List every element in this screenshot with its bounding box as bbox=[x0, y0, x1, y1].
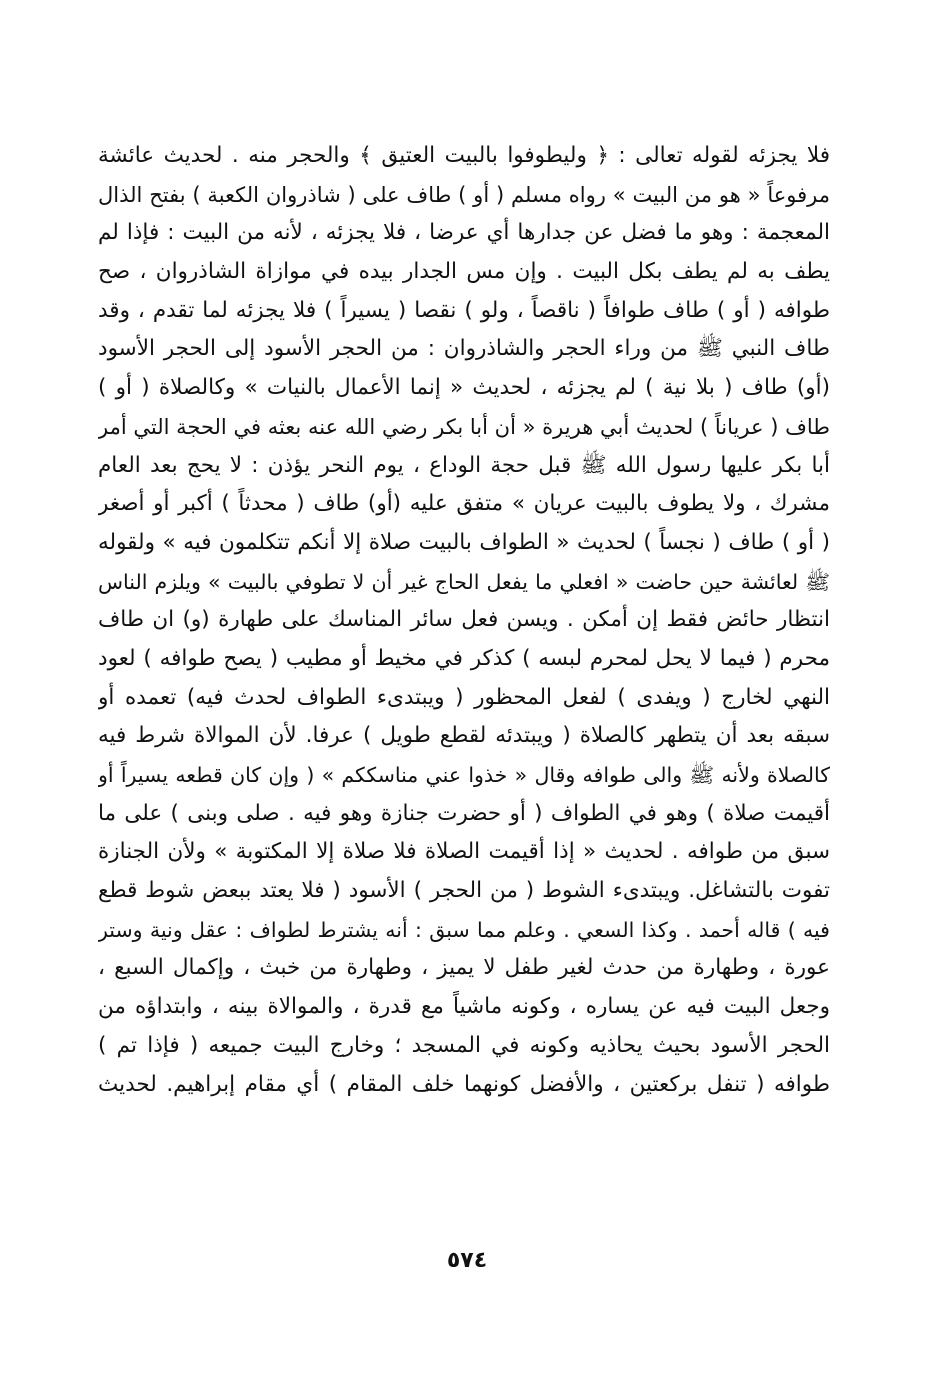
text-line: سبق من طوافه . لحديث « إذا أقيمت الصلاة فلا صلاة إلا المكتوبة » ولأن الجنازة bbox=[98, 839, 830, 865]
text-line: ﷺ لعائشة حين حاضت « افعلي ما يفعل الحاج غير أن لا تطوفي بالبيت » ويلزم الناس bbox=[98, 569, 830, 594]
text-line: النهي لخارج ( ويفدى ) لفعل المحظور ( ويبتدىء الطواف لحدث فيه) تعمده أو bbox=[98, 684, 830, 710]
text-line: سبقه بعد أن يتطهر كالصلاة ( ويبتدئه لقطع طويل ) عرفا. لأن الموالاة شرط فيه bbox=[98, 723, 830, 749]
text-line: فلا يجزئه لقوله تعالى : ﴿ وليطوفوا بالبيت العتيق ﴾ والحجر منه . لحديث عائشة bbox=[98, 143, 830, 168]
text-line: تفوت بالتشاغل. ويبتدىء الشوط ( من الحجر ) الأسود ( فلا يعتد ببعض شوط قطع bbox=[98, 878, 830, 904]
text-line: (أو) طاف ( بلا نية ) لم يجزئه ، لحديث « إنما الأعمال بالنيات » وكالصلاة ( أو ) bbox=[98, 375, 830, 401]
text-line: الحجر الأسود بحيث يحاذيه وكونه في المسجد ؛ وخارج البيت جميعه ( فإذا تم ) bbox=[98, 1032, 830, 1058]
text-line: أقيمت صلاة ) وهو في الطواف ( أو حضرت جنازة وهو فيه . صلى وبنى ) على ما bbox=[98, 800, 830, 826]
text-line: مشرك ، ولا يطوف بالبيت عريان » متفق عليه (أو) طاف ( محدثاً ) أكبر أو أصغر bbox=[98, 491, 830, 517]
text-line: طوافه ( تنفل بركعتين ، والأفضل كونهما خلف المقام ) أي مقام إبراهيم. لحديث bbox=[98, 1071, 830, 1097]
text-line: ( أو ) طاف ( نجساً ) لحديث « الطواف بالبيت صلاة إلا أنكم تتكلمون فيه » ولقوله bbox=[98, 529, 830, 555]
text-line: يطف به لم يطف بكل البيت . وإن مس الجدار بيده في موازاة الشاذروان ، صح bbox=[98, 259, 830, 285]
text-line: عورة ، وطهارة من حدث لغير طفل لا يميز ، وطهارة من خبث ، وإكمال السبع ، bbox=[98, 955, 830, 981]
text-line: طوافه ( أو ) طاف طوافاً ( ناقصاً ، ولو ) نقصا ( يسيراً ) فلا يجزئه لما تقدم ، وقد bbox=[98, 297, 830, 323]
text-line: المعجمة : وهو ما فضل عن جدارها أي عرضا ، فلا يجزئه ، لأنه من البيت : فإذا لم bbox=[98, 220, 830, 246]
text-line: انتظار حائض فقط إن أمكن . ويسن فعل سائر المناسك على طهارة (و) ان طاف bbox=[98, 607, 830, 633]
text-line: طاف ( عرياناً ) لحديث أبي هريرة « أن أبا بكر رضي الله عنه بعثه في الحجة التي أمر bbox=[98, 414, 830, 439]
text-line: وجعل البيت فيه عن يساره ، وكونه ماشياً مع قدرة ، والموالاة بينه ، وابتداؤه من bbox=[98, 994, 830, 1020]
text-line: طاف النبي ﷺ من وراء الحجر والشاذروان : من الحجر الأسود إلى الحجر الأسود bbox=[98, 336, 830, 362]
text-line: محرم ( فيما لا يحل لمحرم لبسه ) كذكر في مخيط أو مطيب ( يصح طوافه ) لعود bbox=[98, 645, 830, 671]
text-line: مرفوعاً « هو من البيت » رواه مسلم ( أو ) طاف على ( شاذروان الكعبة ) بفتح الذال bbox=[98, 182, 830, 207]
text-line: أبا بكر عليها رسول الله ﷺ قبل حجة الوداع ، يوم النحر يؤذن : لا يحج بعد العام bbox=[98, 452, 830, 478]
text-line: فيه ) قاله أحمد . وكذا السعي . وعلم مما سبق : أنه يشترط لطواف : عقل ونية وستر bbox=[98, 917, 830, 942]
page-number: ٥٧٤ bbox=[446, 1248, 488, 1273]
text-line: كالصلاة ولأنه ﷺ والى طوافه وقال « خذوا عني مناسككم » ( وإن كان قطعه يسيراً أو bbox=[98, 763, 830, 787]
body-text bbox=[98, 137, 830, 1104]
